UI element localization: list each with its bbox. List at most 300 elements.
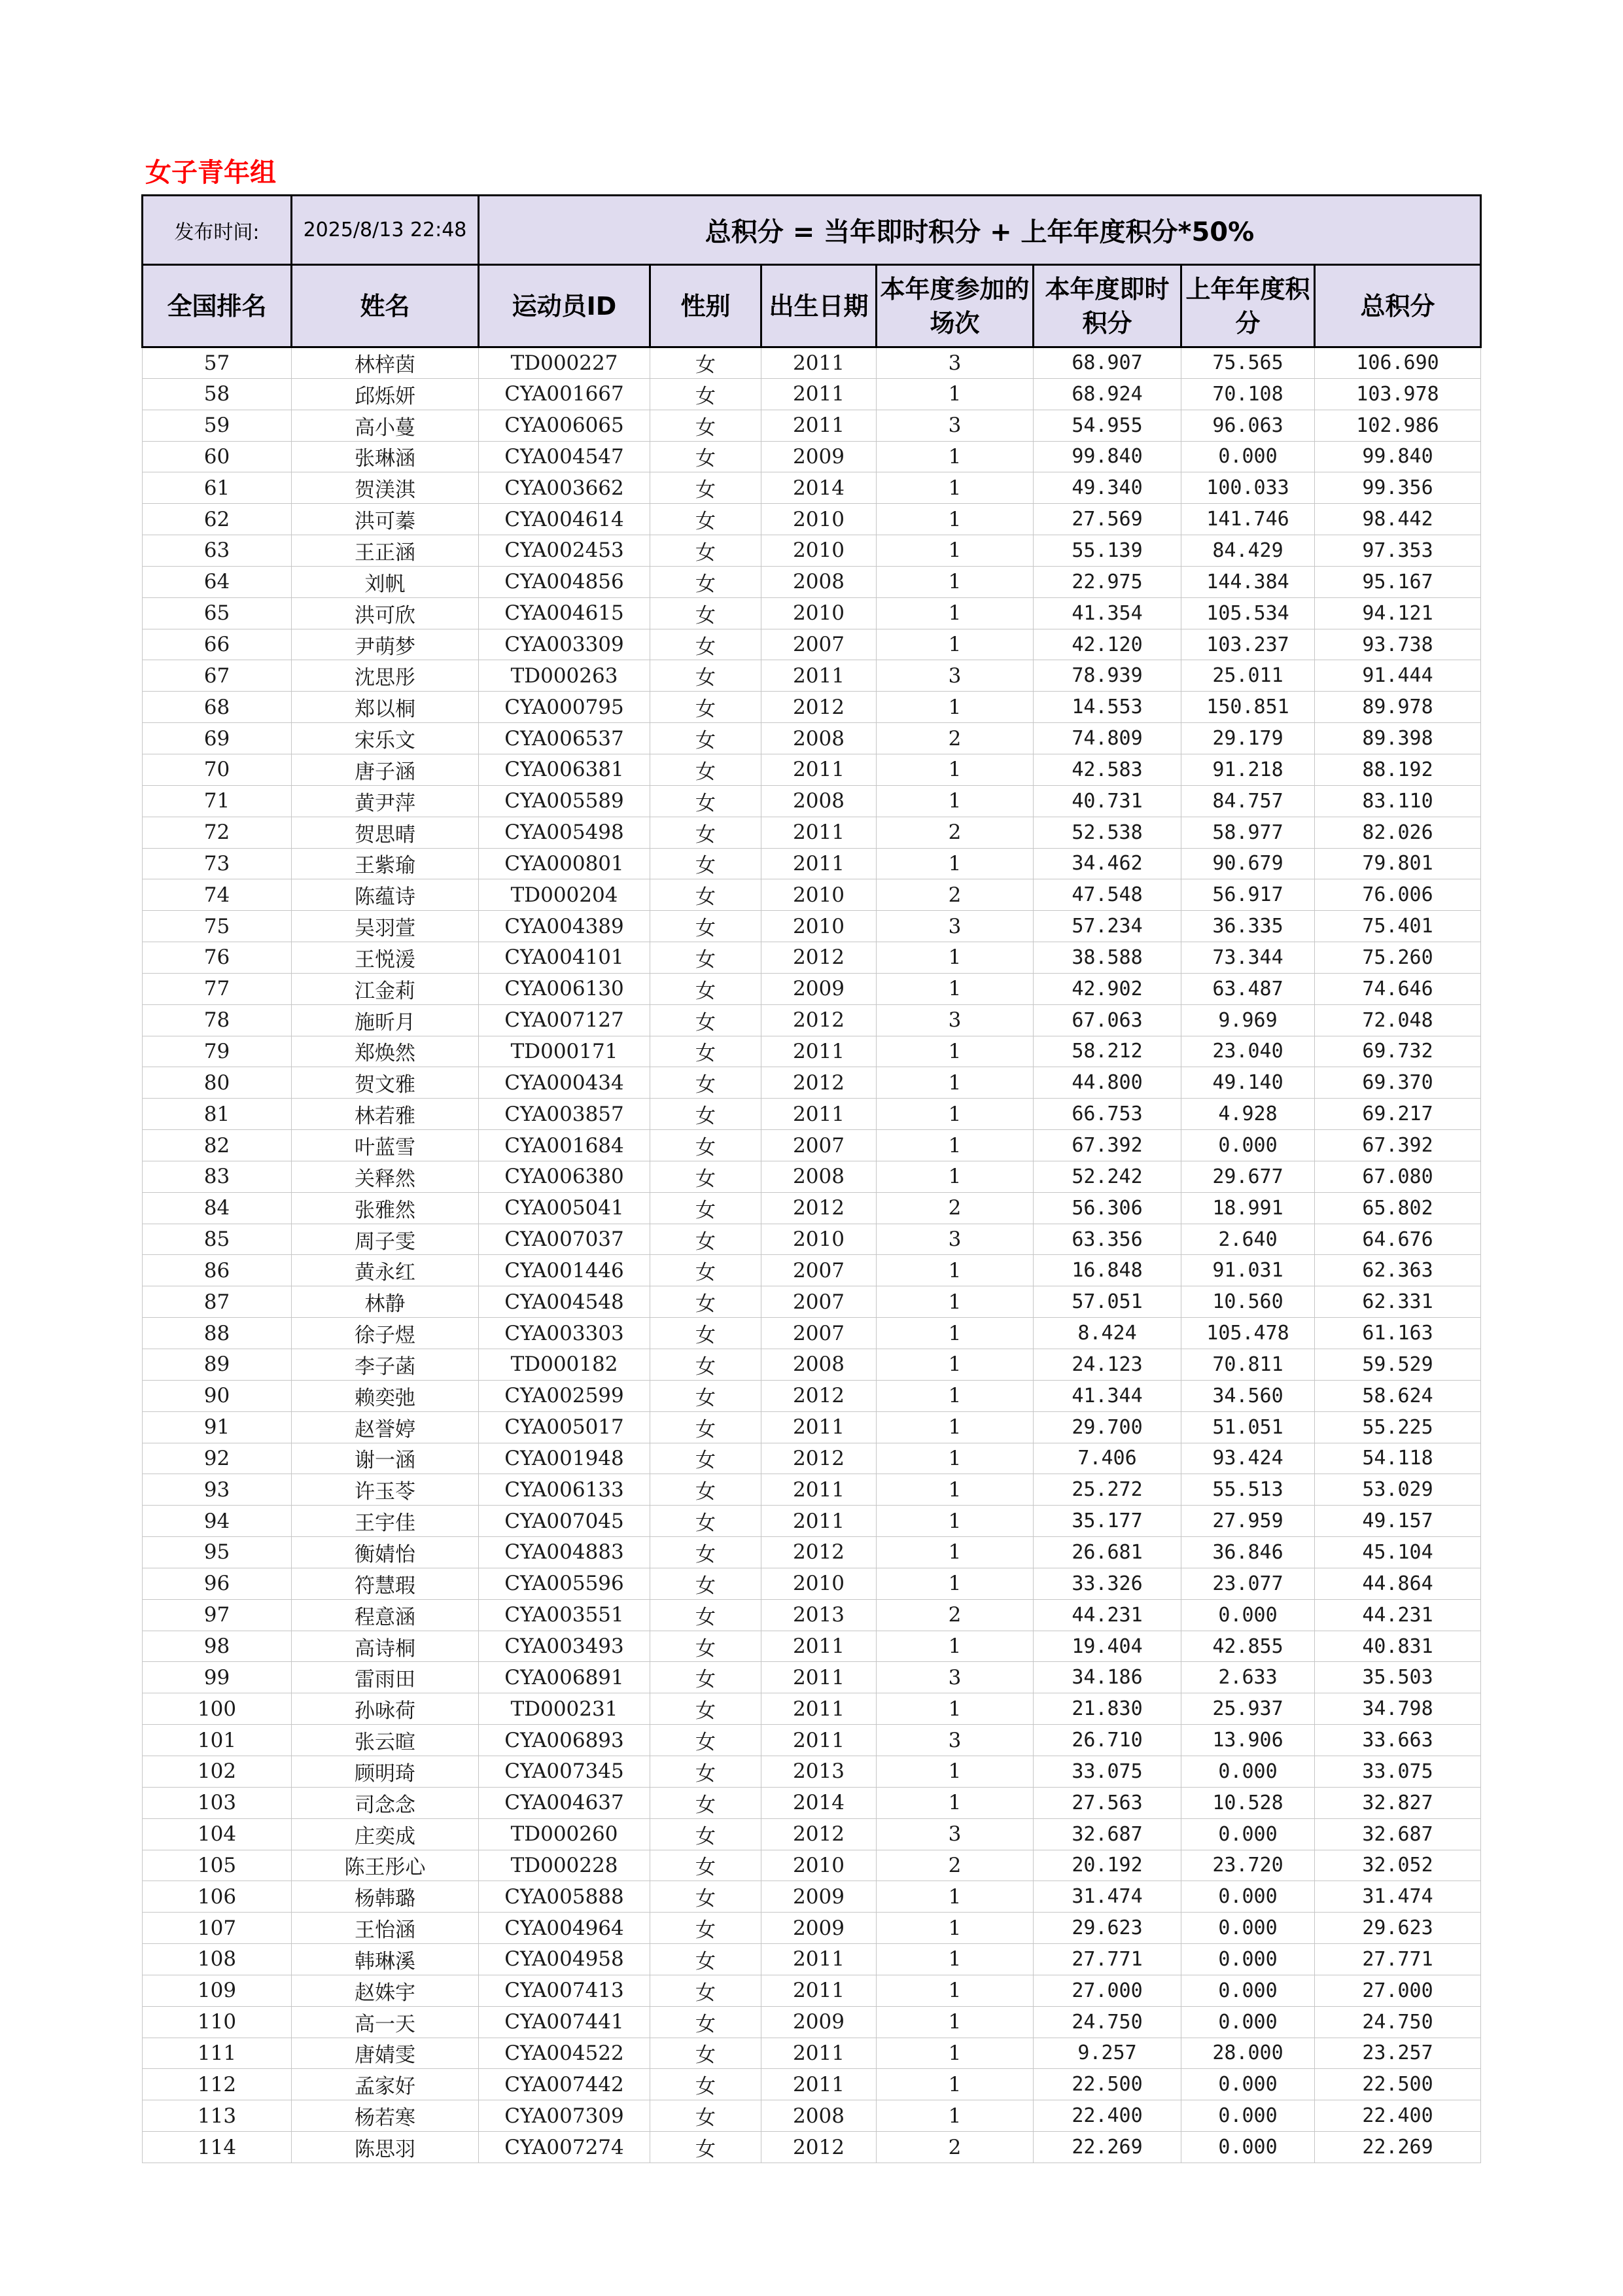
birth-year-cell: 2011 — [761, 1474, 877, 1506]
total-score-cell: 65.802 — [1315, 1192, 1481, 1224]
rank-cell: 88 — [143, 1318, 292, 1349]
events-count-cell: 2 — [877, 1850, 1034, 1881]
events-count-cell: 1 — [877, 1411, 1034, 1443]
events-count-cell: 2 — [877, 723, 1034, 754]
current-score-cell: 41.354 — [1034, 597, 1181, 629]
events-count-cell: 3 — [877, 1818, 1034, 1850]
last-year-score-cell: 23.040 — [1181, 1036, 1315, 1067]
birth-year-cell: 2012 — [761, 1192, 877, 1224]
events-count-cell: 1 — [877, 1944, 1034, 1975]
rank-cell: 65 — [143, 597, 292, 629]
events-count-cell: 1 — [877, 785, 1034, 817]
total-score-cell: 82.026 — [1315, 817, 1481, 848]
gender-cell: 女 — [650, 1850, 761, 1881]
last-year-score-cell: 10.528 — [1181, 1787, 1315, 1818]
gender-cell: 女 — [650, 535, 761, 567]
current-score-cell: 42.902 — [1034, 973, 1181, 1004]
table-row — [143, 1537, 1481, 1568]
table-row — [143, 1411, 1481, 1443]
athlete-id-cell: CYA004101 — [479, 942, 650, 974]
table-row — [143, 2069, 1481, 2100]
total-score-cell: 33.075 — [1315, 1756, 1481, 1787]
athlete-id-cell: CYA006380 — [479, 1161, 650, 1192]
birth-year-cell: 2011 — [761, 410, 877, 441]
athlete-id-cell: CYA006130 — [479, 973, 650, 1004]
total-score-cell: 88.192 — [1315, 754, 1481, 785]
birth-year-cell: 2011 — [761, 754, 877, 785]
gender-cell: 女 — [650, 347, 761, 379]
rank-cell: 94 — [143, 1506, 292, 1537]
table-row — [143, 1380, 1481, 1411]
table-row — [143, 347, 1481, 379]
total-score-cell: 98.442 — [1315, 504, 1481, 535]
current-score-cell: 55.139 — [1034, 535, 1181, 567]
name-cell: 孙咏荷 — [292, 1693, 479, 1725]
events-count-cell: 1 — [877, 1693, 1034, 1725]
events-count-cell: 1 — [877, 973, 1034, 1004]
athlete-id-cell: CYA004615 — [479, 597, 650, 629]
last-year-score-cell: 29.677 — [1181, 1161, 1315, 1192]
last-year-score-cell: 105.534 — [1181, 597, 1315, 629]
events-count-cell: 1 — [877, 1881, 1034, 1913]
gender-cell: 女 — [650, 1913, 761, 1944]
column-header: 上年年度积分 — [1181, 265, 1315, 347]
rank-cell: 57 — [143, 347, 292, 379]
gender-cell: 女 — [650, 1662, 761, 1693]
gender-cell: 女 — [650, 973, 761, 1004]
gender-cell: 女 — [650, 1506, 761, 1537]
birth-year-cell: 2011 — [761, 848, 877, 879]
name-cell: 宋乐文 — [292, 723, 479, 754]
name-cell: 王悦湲 — [292, 942, 479, 974]
last-year-score-cell: 90.679 — [1181, 848, 1315, 879]
table-row — [143, 660, 1481, 692]
athlete-id-cell: TD000228 — [479, 1850, 650, 1881]
birth-year-cell: 2014 — [761, 472, 877, 504]
gender-cell: 女 — [650, 817, 761, 848]
gender-cell: 女 — [650, 1568, 761, 1599]
last-year-score-cell: 141.746 — [1181, 504, 1315, 535]
name-cell: 李子菡 — [292, 1349, 479, 1381]
gender-cell: 女 — [650, 1004, 761, 1036]
birth-year-cell: 2007 — [761, 1318, 877, 1349]
rank-cell: 106 — [143, 1881, 292, 1913]
total-score-cell: 69.370 — [1315, 1067, 1481, 1099]
current-score-cell: 49.340 — [1034, 472, 1181, 504]
rank-cell: 77 — [143, 973, 292, 1004]
gender-cell: 女 — [650, 597, 761, 629]
gender-cell: 女 — [650, 472, 761, 504]
athlete-id-cell: CYA003493 — [479, 1631, 650, 1662]
athlete-id-cell: CYA000795 — [479, 692, 650, 723]
table-row — [143, 2132, 1481, 2163]
last-year-score-cell: 144.384 — [1181, 566, 1315, 597]
birth-year-cell: 2011 — [761, 1631, 877, 1662]
events-count-cell: 1 — [877, 942, 1034, 974]
column-header: 本年度参加的场次 — [877, 265, 1034, 347]
current-score-cell: 44.231 — [1034, 1599, 1181, 1631]
total-score-cell: 72.048 — [1315, 1004, 1481, 1036]
total-score-cell: 67.080 — [1315, 1161, 1481, 1192]
events-count-cell: 1 — [877, 1474, 1034, 1506]
total-score-cell: 102.986 — [1315, 410, 1481, 441]
total-score-cell: 94.121 — [1315, 597, 1481, 629]
total-score-cell: 75.260 — [1315, 942, 1481, 974]
athlete-id-cell: CYA005888 — [479, 1881, 650, 1913]
athlete-id-cell: CYA004548 — [479, 1286, 650, 1318]
athlete-id-cell: CYA005017 — [479, 1411, 650, 1443]
current-score-cell: 47.548 — [1034, 879, 1181, 911]
gender-cell: 女 — [650, 2069, 761, 2100]
rank-cell: 89 — [143, 1349, 292, 1381]
athlete-id-cell: CYA004883 — [479, 1537, 650, 1568]
current-score-cell: 66.753 — [1034, 1099, 1181, 1130]
rank-cell: 111 — [143, 2038, 292, 2069]
birth-year-cell: 2010 — [761, 911, 877, 942]
events-count-cell: 1 — [877, 1568, 1034, 1599]
last-year-score-cell: 49.140 — [1181, 1067, 1315, 1099]
athlete-id-cell: CYA001667 — [479, 378, 650, 410]
name-cell: 刘帆 — [292, 566, 479, 597]
current-score-cell: 33.326 — [1034, 1568, 1181, 1599]
current-score-cell: 14.553 — [1034, 692, 1181, 723]
current-score-cell: 27.000 — [1034, 1975, 1181, 2006]
name-cell: 贺渼淇 — [292, 472, 479, 504]
birth-year-cell: 2011 — [761, 1506, 877, 1537]
current-score-cell: 99.840 — [1034, 441, 1181, 472]
rank-cell: 95 — [143, 1537, 292, 1568]
sheet-title: 女子青年组 — [145, 158, 276, 188]
athlete-id-cell: CYA003303 — [479, 1318, 650, 1349]
athlete-id-cell: CYA007127 — [479, 1004, 650, 1036]
events-count-cell: 1 — [877, 535, 1034, 567]
total-score-cell: 83.110 — [1315, 785, 1481, 817]
current-score-cell: 22.400 — [1034, 2100, 1181, 2132]
table-row — [143, 1004, 1481, 1036]
current-score-cell: 27.771 — [1034, 1944, 1181, 1975]
birth-year-cell: 2011 — [761, 1693, 877, 1725]
events-count-cell: 3 — [877, 410, 1034, 441]
name-cell: 雷雨田 — [292, 1662, 479, 1693]
table-row — [143, 785, 1481, 817]
birth-year-cell: 2011 — [761, 378, 877, 410]
gender-cell: 女 — [650, 1599, 761, 1631]
name-cell: 王宇佳 — [292, 1506, 479, 1537]
total-score-cell: 44.231 — [1315, 1599, 1481, 1631]
table-row — [143, 723, 1481, 754]
gender-cell: 女 — [650, 2132, 761, 2163]
table-row — [143, 597, 1481, 629]
rank-cell: 99 — [143, 1662, 292, 1693]
current-score-cell: 19.404 — [1034, 1631, 1181, 1662]
current-score-cell: 9.257 — [1034, 2038, 1181, 2069]
name-cell: 高小蔓 — [292, 410, 479, 441]
events-count-cell: 1 — [877, 848, 1034, 879]
athlete-id-cell: CYA007345 — [479, 1756, 650, 1787]
events-count-cell: 1 — [877, 504, 1034, 535]
birth-year-cell: 2011 — [761, 2069, 877, 2100]
athlete-id-cell: CYA004856 — [479, 566, 650, 597]
name-cell: 衡婧怡 — [292, 1537, 479, 1568]
last-year-score-cell: 0.000 — [1181, 2100, 1315, 2132]
current-score-cell: 74.809 — [1034, 723, 1181, 754]
total-score-cell: 95.167 — [1315, 566, 1481, 597]
current-score-cell: 68.924 — [1034, 378, 1181, 410]
table-row — [143, 1850, 1481, 1881]
birth-year-cell: 2007 — [761, 1130, 877, 1161]
table-row — [143, 1599, 1481, 1631]
birth-year-cell: 2011 — [761, 817, 877, 848]
gender-cell: 女 — [650, 660, 761, 692]
gender-cell: 女 — [650, 1443, 761, 1474]
rank-cell: 87 — [143, 1286, 292, 1318]
rank-cell: 82 — [143, 1130, 292, 1161]
events-count-cell: 3 — [877, 660, 1034, 692]
current-score-cell: 57.051 — [1034, 1286, 1181, 1318]
rank-cell: 98 — [143, 1631, 292, 1662]
table-row — [143, 378, 1481, 410]
events-count-cell: 2 — [877, 879, 1034, 911]
name-cell: 符慧瑕 — [292, 1568, 479, 1599]
gender-cell: 女 — [650, 1224, 761, 1255]
birth-year-cell: 2011 — [761, 1662, 877, 1693]
name-cell: 陈蕴诗 — [292, 879, 479, 911]
events-count-cell: 1 — [877, 1036, 1034, 1067]
events-count-cell: 1 — [877, 1913, 1034, 1944]
events-count-cell: 1 — [877, 629, 1034, 660]
table-row — [143, 1818, 1481, 1850]
total-score-cell: 49.157 — [1315, 1506, 1481, 1537]
current-score-cell: 57.234 — [1034, 911, 1181, 942]
events-count-cell: 3 — [877, 347, 1034, 379]
events-count-cell: 2 — [877, 2132, 1034, 2163]
last-year-score-cell: 70.811 — [1181, 1349, 1315, 1381]
gender-cell: 女 — [650, 1130, 761, 1161]
current-score-cell: 29.700 — [1034, 1411, 1181, 1443]
birth-year-cell: 2013 — [761, 1756, 877, 1787]
column-header: 性别 — [650, 265, 761, 347]
current-score-cell: 34.462 — [1034, 848, 1181, 879]
last-year-score-cell: 0.000 — [1181, 1130, 1315, 1161]
table-row — [143, 1349, 1481, 1381]
total-score-cell: 99.840 — [1315, 441, 1481, 472]
name-cell: 施昕月 — [292, 1004, 479, 1036]
gender-cell: 女 — [650, 723, 761, 754]
athlete-id-cell: CYA004547 — [479, 441, 650, 472]
rank-cell: 109 — [143, 1975, 292, 2006]
birth-year-cell: 2009 — [761, 1913, 877, 1944]
last-year-score-cell: 73.344 — [1181, 942, 1315, 974]
birth-year-cell: 2012 — [761, 692, 877, 723]
last-year-score-cell: 25.937 — [1181, 1693, 1315, 1725]
gender-cell: 女 — [650, 754, 761, 785]
table-row — [143, 2038, 1481, 2069]
rank-cell: 112 — [143, 2069, 292, 2100]
current-score-cell: 33.075 — [1034, 1756, 1181, 1787]
current-score-cell: 27.563 — [1034, 1787, 1181, 1818]
gender-cell: 女 — [650, 1161, 761, 1192]
birth-year-cell: 2009 — [761, 1881, 877, 1913]
rank-cell: 108 — [143, 1944, 292, 1975]
rank-cell: 64 — [143, 566, 292, 597]
last-year-score-cell: 25.011 — [1181, 660, 1315, 692]
name-cell: 庄奕成 — [292, 1818, 479, 1850]
gender-cell: 女 — [650, 1725, 761, 1756]
name-cell: 顾明琦 — [292, 1756, 479, 1787]
last-year-score-cell: 96.063 — [1181, 410, 1315, 441]
table-row — [143, 973, 1481, 1004]
total-score-cell: 74.646 — [1315, 973, 1481, 1004]
athlete-id-cell: CYA004389 — [479, 911, 650, 942]
table-row — [143, 1161, 1481, 1192]
gender-cell: 女 — [650, 1693, 761, 1725]
name-cell: 关释然 — [292, 1161, 479, 1192]
current-score-cell: 32.687 — [1034, 1818, 1181, 1850]
last-year-score-cell: 13.906 — [1181, 1725, 1315, 1756]
current-score-cell: 16.848 — [1034, 1255, 1181, 1286]
birth-year-cell: 2011 — [761, 347, 877, 379]
athlete-id-cell: CYA004614 — [479, 504, 650, 535]
table-row — [143, 911, 1481, 942]
total-score-cell: 69.217 — [1315, 1099, 1481, 1130]
last-year-score-cell: 23.077 — [1181, 1568, 1315, 1599]
publish-time-label: 发布时间: — [143, 196, 292, 265]
last-year-score-cell: 105.478 — [1181, 1318, 1315, 1349]
athlete-id-cell: CYA003857 — [479, 1099, 650, 1130]
events-count-cell: 1 — [877, 754, 1034, 785]
current-score-cell: 40.731 — [1034, 785, 1181, 817]
athlete-id-cell: CYA006381 — [479, 754, 650, 785]
rank-cell: 79 — [143, 1036, 292, 1067]
rank-cell: 83 — [143, 1161, 292, 1192]
name-cell: 高诗桐 — [292, 1631, 479, 1662]
athlete-id-cell: CYA002599 — [479, 1380, 650, 1411]
total-score-cell: 64.676 — [1315, 1224, 1481, 1255]
name-cell: 司念念 — [292, 1787, 479, 1818]
current-score-cell: 35.177 — [1034, 1506, 1181, 1537]
birth-year-cell: 2011 — [761, 1411, 877, 1443]
last-year-score-cell: 100.033 — [1181, 472, 1315, 504]
current-score-cell: 31.474 — [1034, 1881, 1181, 1913]
last-year-score-cell: 42.855 — [1181, 1631, 1315, 1662]
events-count-cell: 2 — [877, 817, 1034, 848]
gender-cell: 女 — [650, 566, 761, 597]
events-count-cell: 1 — [877, 1130, 1034, 1161]
gender-cell: 女 — [650, 942, 761, 974]
birth-year-cell: 2008 — [761, 1349, 877, 1381]
current-score-cell: 24.750 — [1034, 2006, 1181, 2038]
name-cell: 张琳涵 — [292, 441, 479, 472]
name-cell: 林静 — [292, 1286, 479, 1318]
events-count-cell: 2 — [877, 1192, 1034, 1224]
gender-cell: 女 — [650, 1787, 761, 1818]
name-cell: 赵姝宇 — [292, 1975, 479, 2006]
events-count-cell: 3 — [877, 1224, 1034, 1255]
last-year-score-cell: 103.237 — [1181, 629, 1315, 660]
gender-cell: 女 — [650, 1631, 761, 1662]
athlete-id-cell: CYA005041 — [479, 1192, 650, 1224]
events-count-cell: 2 — [877, 1599, 1034, 1631]
total-score-cell: 23.257 — [1315, 2038, 1481, 2069]
table-row — [143, 441, 1481, 472]
current-score-cell: 67.392 — [1034, 1130, 1181, 1161]
rank-cell: 61 — [143, 472, 292, 504]
rank-cell: 91 — [143, 1411, 292, 1443]
last-year-score-cell: 2.633 — [1181, 1662, 1315, 1693]
table-row — [143, 1067, 1481, 1099]
birth-year-cell: 2007 — [761, 1255, 877, 1286]
athlete-id-cell: CYA001446 — [479, 1255, 650, 1286]
table-row — [143, 504, 1481, 535]
rank-cell: 62 — [143, 504, 292, 535]
name-cell: 沈思彤 — [292, 660, 479, 692]
table-row — [143, 1787, 1481, 1818]
score-formula: 总积分 = 当年即时积分 + 上年年度积分*50% — [479, 196, 1481, 265]
name-cell: 赵誉婷 — [292, 1411, 479, 1443]
rank-cell: 66 — [143, 629, 292, 660]
birth-year-cell: 2011 — [761, 1944, 877, 1975]
table-row — [143, 1944, 1481, 1975]
rank-cell: 113 — [143, 2100, 292, 2132]
gender-cell: 女 — [650, 1192, 761, 1224]
birth-year-cell: 2011 — [761, 1036, 877, 1067]
table-row — [143, 817, 1481, 848]
name-cell: 江金莉 — [292, 973, 479, 1004]
name-cell: 张雅然 — [292, 1192, 479, 1224]
athlete-id-cell: CYA003662 — [479, 472, 650, 504]
total-score-cell: 76.006 — [1315, 879, 1481, 911]
table-row — [143, 1568, 1481, 1599]
table-row — [143, 1192, 1481, 1224]
last-year-score-cell: 2.640 — [1181, 1224, 1315, 1255]
last-year-score-cell: 29.179 — [1181, 723, 1315, 754]
name-cell: 林梓茵 — [292, 347, 479, 379]
events-count-cell: 1 — [877, 1067, 1034, 1099]
name-cell: 韩琳溪 — [292, 1944, 479, 1975]
table-row — [143, 1975, 1481, 2006]
column-header: 全国排名 — [143, 265, 292, 347]
current-score-cell: 27.569 — [1034, 504, 1181, 535]
current-score-cell: 52.242 — [1034, 1161, 1181, 1192]
rank-cell: 70 — [143, 754, 292, 785]
total-score-cell: 32.052 — [1315, 1850, 1481, 1881]
current-score-cell: 22.269 — [1034, 2132, 1181, 2163]
current-score-cell: 63.356 — [1034, 1224, 1181, 1255]
table-row — [143, 1756, 1481, 1787]
athlete-id-cell: CYA005596 — [479, 1568, 650, 1599]
name-cell: 邱烁妍 — [292, 378, 479, 410]
last-year-score-cell: 0.000 — [1181, 1944, 1315, 1975]
last-year-score-cell: 0.000 — [1181, 2006, 1315, 2038]
total-score-cell: 79.801 — [1315, 848, 1481, 879]
table-row — [143, 1318, 1481, 1349]
rank-cell: 90 — [143, 1380, 292, 1411]
table-row — [143, 2006, 1481, 2038]
table-row — [143, 1474, 1481, 1506]
birth-year-cell: 2012 — [761, 1537, 877, 1568]
table-row — [143, 1036, 1481, 1067]
rank-cell: 114 — [143, 2132, 292, 2163]
gender-cell: 女 — [650, 785, 761, 817]
events-count-cell: 1 — [877, 1443, 1034, 1474]
athlete-id-cell: CYA005498 — [479, 817, 650, 848]
last-year-score-cell: 58.977 — [1181, 817, 1315, 848]
last-year-score-cell: 0.000 — [1181, 1818, 1315, 1850]
gender-cell: 女 — [650, 1036, 761, 1067]
gender-cell: 女 — [650, 410, 761, 441]
table-row — [143, 629, 1481, 660]
birth-year-cell: 2012 — [761, 1067, 877, 1099]
